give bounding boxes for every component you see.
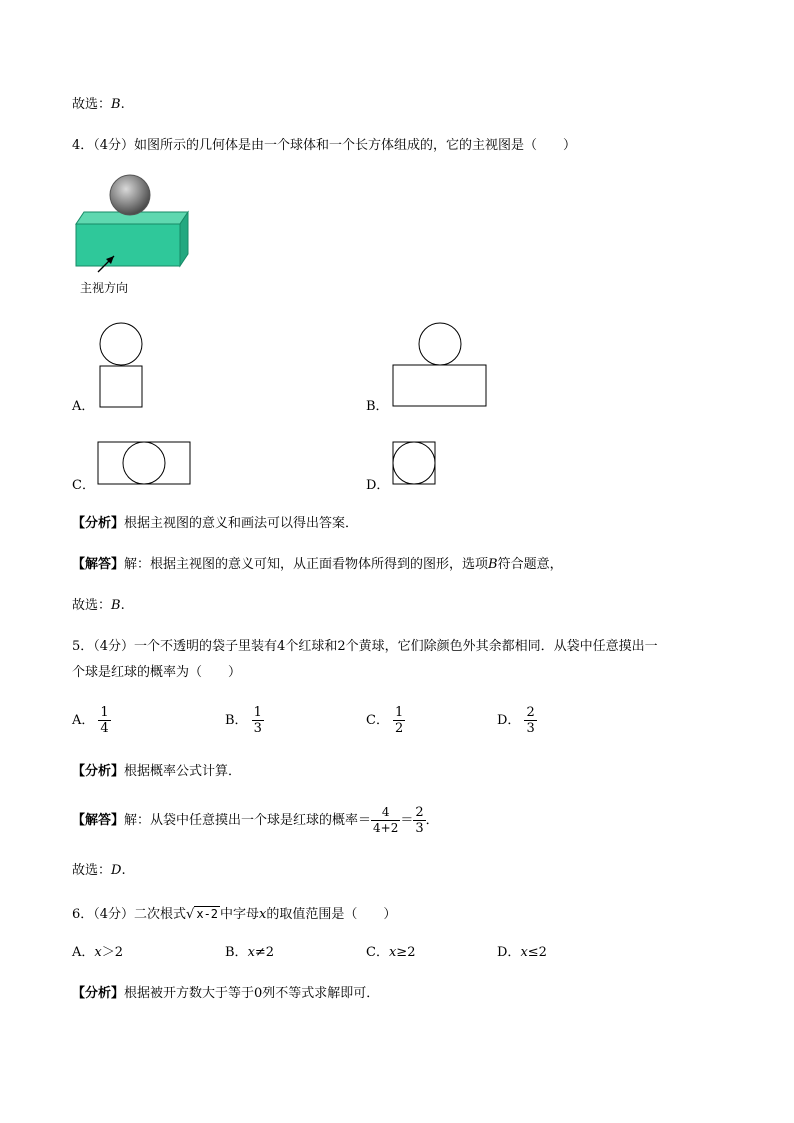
b-rectangle — [393, 365, 486, 406]
q4-option-b-label: B． — [366, 399, 389, 414]
q5-c-fraction: $\frac{1}{2}$ — [394, 705, 404, 736]
c-circle — [123, 442, 165, 484]
q6-analysis: 【分析】根据被开方数大于等于0列不等式求解即可． — [72, 986, 380, 1001]
q4-analysis: 【分析】根据主视图的意义和画法可以得出答案． — [72, 516, 359, 531]
q4-option-a-figure — [99, 322, 145, 410]
q4-stem: 4．（4分）如图所示的几何体是由一个球体和一个长方体组成的，它的主视图是（ ） — [72, 138, 577, 153]
q4-option-c-label: C． — [72, 478, 95, 493]
q5-option-c: C． $\frac{1}{2}$ — [366, 705, 404, 736]
q4-geometry-figure — [70, 172, 190, 280]
d-circle — [393, 442, 435, 484]
q4-option-c-figure — [97, 441, 193, 487]
radical-sign-icon: √ — [186, 907, 195, 922]
a-square — [100, 366, 142, 407]
q5-option-a: A． $\frac{1}{4}$ — [72, 705, 109, 736]
q5-analysis: 【分析】根据概率公式计算． — [72, 764, 242, 779]
c-rectangle — [98, 442, 190, 484]
q5-answer: 故选：D. — [72, 863, 126, 878]
q3-answer: 故选：B. — [72, 97, 125, 112]
b-circle — [419, 323, 461, 365]
figure-label: 主视方向 — [80, 281, 129, 295]
q5-option-d: D． $\frac{2}{3}$ — [497, 705, 535, 736]
a-circle — [100, 323, 142, 365]
q4-solution: 【解答】解：根据主视图的意义可知，从正面看物体所得到的图形，选项B符合题意， — [72, 557, 563, 572]
q5-a-fraction: $\frac{1}{4}$ — [100, 705, 109, 736]
q4-option-b-figure — [392, 322, 488, 410]
q6-stem: 6．（4分）二次根式√ x-2 中字母x的取值范围是（ ） — [72, 904, 396, 925]
sphere — [110, 175, 150, 215]
q4-answer: 故选：B. — [72, 598, 125, 613]
q5-option-b: B． $\frac{1}{3}$ — [225, 705, 262, 736]
q4-option-d-figure — [392, 441, 438, 487]
q6-option-d: D．x≤2 — [497, 945, 547, 960]
q4-option-d-label: D． — [366, 478, 390, 493]
q5-stem-line1: 5．（4分）一个不透明的袋子里装有4个红球和2个黄球，它们除颜色外其余都相同．从袋中任意摸出一 — [72, 639, 658, 654]
q6-option-b: B．x≠2 — [225, 945, 275, 960]
q5-solution-fraction-1: $\frac{4}{4+2}$ — [373, 805, 399, 835]
cuboid-front-face — [76, 224, 180, 266]
q4-option-a-label: A． — [72, 399, 95, 414]
q5-solution-fraction-2: $\frac{2}{3}$ — [415, 805, 424, 836]
q5-d-fraction: $\frac{2}{3}$ — [526, 705, 535, 736]
q5-stem-line2: 个球是红球的概率为（ ） — [72, 665, 242, 680]
q6-option-c: C．x≥2 — [366, 945, 416, 960]
q5-solution: 【解答】解：从袋中任意摸出一个球是红球的概率＝ $\frac{4}{4+2}$ ＝ $\frac{2}{3}$ ． — [72, 805, 439, 836]
radical: √ x-2 — [186, 907, 219, 922]
q6-option-a: A．x＞2 — [72, 945, 124, 960]
q5-b-fraction: $\frac{1}{3}$ — [253, 705, 262, 736]
